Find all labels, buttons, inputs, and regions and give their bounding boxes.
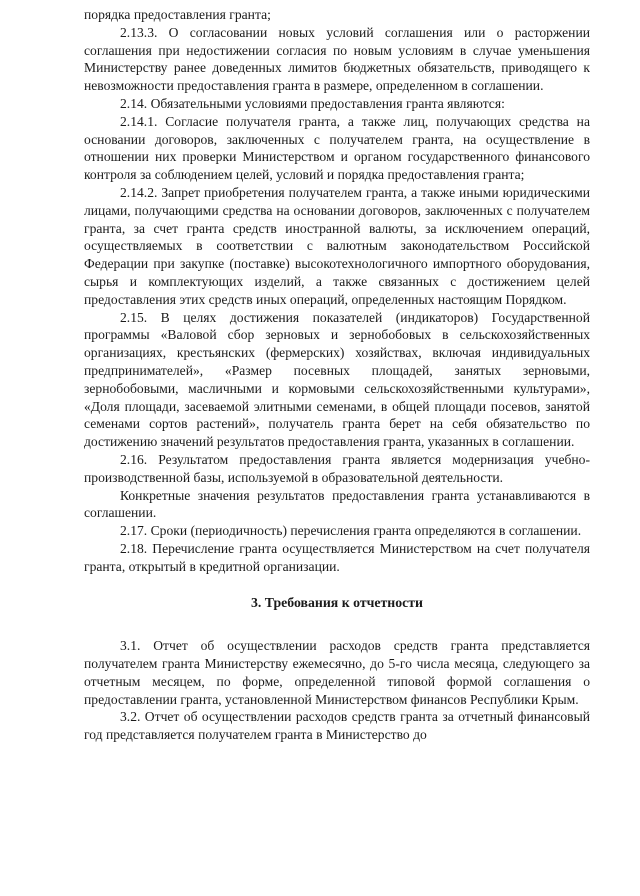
paragraph-continuation: порядка предоставления гранта; bbox=[84, 7, 271, 22]
paragraph-2-18: 2.18. Перечисление гранта осуществляется Министерством на счет получателя гранта, открытый в кредитной организации. bbox=[84, 540, 590, 574]
section-heading: 3. Требования к отчетности bbox=[251, 594, 423, 610]
paragraph-2-16: 2.16. Результатом предоставления гранта является модернизация учебно-производственной базы, используемой в образовательной деятельности. bbox=[84, 451, 590, 485]
document-page bbox=[84, 6, 590, 744]
paragraph-3-1: 3.1. Отчет об осуществлении расходов средств гранта представляется получателем гранта Министерству ежемесячно, до 5-го числа месяца, следующего за отчетным месяцем, по форме, определенной типовой формой соглашения о предоставлении гранта, установленной Министерством финансов Республики Крым. bbox=[84, 638, 590, 707]
paragraph-2-13-3: 2.13.3. О согласовании новых условий соглашения или о расторжении соглашения при недостижении согласия по новым условиям в случае уменьшения Министерству ранее доведенных лимитов бюджетных обязательств, приводящего к невозможности предоставления гранта в размере, определенном в соглашении. bbox=[84, 24, 590, 94]
paragraph-2-14-2: 2.14.2. Запрет приобретения получателем гранта, а также иными юридическими лицами, получающими средства на основании договоров, заключенных с получателем гранта, за счет гранта средств иностранной валюты, за исключением операций, осуществляемых в соответствии с валютным законодательством Российской Федерации при закупке (поставке) высокотехнологичного импортного оборудования, сырья и комплектующих изделий, а также связанных с достижением целей предоставления этих средств иных операций, определенных настоящим Порядком. bbox=[84, 184, 590, 307]
paragraph-2-14-1: 2.14.1. Согласие получателя гранта, а также лиц, получающих средства на основании договоров, заключенных с получателем гранта, на осуществление в отношении них проверки Министерством и органом государственного финансового контроля за соблюдением целей, условий и порядка предоставления гранта; bbox=[84, 113, 590, 183]
paragraph-2-14: 2.14. Обязательными условиями предоставления гранта являются: bbox=[120, 95, 505, 111]
paragraph-2-15: 2.15. В целях достижения показателей (индикаторов) Государственной программы «Валовой сбор зерновых и зернобобовых в сельскохозяйственных организациях, крестьянских (фермерских) хозяйствах, включая индивидуальных предпринимателей», «Размер посевных площадей, занятых зерновыми, зернобобовыми, масличными и кормовыми сельскохозяйственными культурами», «Доля площади, засеваемой элитными семенами, в общей площади посевов, занятой семенами сортов растений», получатель гранта берет на себя обязательство по достижению значений результатов предоставления гранта, указанных в соглашении. bbox=[84, 309, 590, 450]
paragraph-3-2: 3.2. Отчет об осуществлении расходов средств гранта за отчетный финансовый год представляется получателем гранта в Министерство до bbox=[84, 709, 590, 743]
paragraph-results: Конкретные значения результатов предоставления гранта устанавливаются в соглашении. bbox=[84, 487, 590, 521]
paragraph-2-17: 2.17. Сроки (периодичность) перечисления гранта определяются в соглашении. bbox=[120, 523, 582, 539]
